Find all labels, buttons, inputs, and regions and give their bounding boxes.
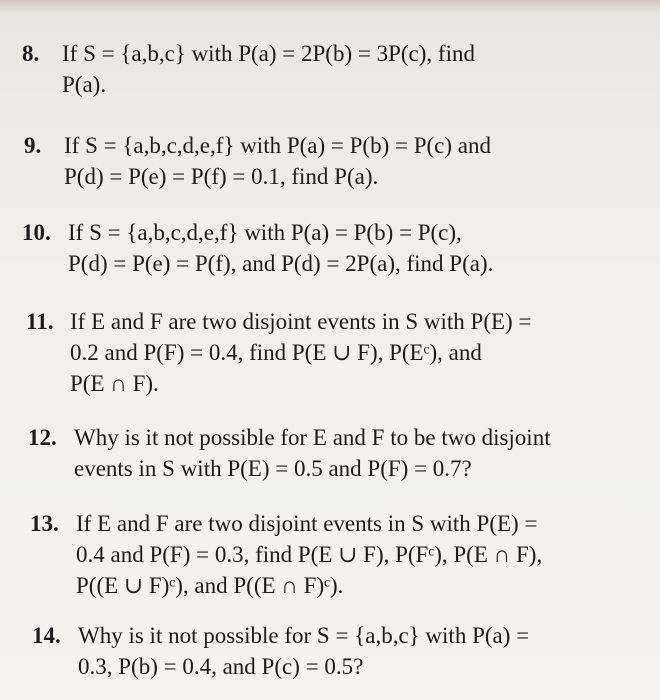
problem-text-line: Why is it not possible for S = {a,b,c} with P(a) = xyxy=(78,623,530,648)
problem-text-line: 0.2 and P(F) = 0.4, find P(E ∪ F), P(Eᶜ), and xyxy=(70,340,482,365)
problem-12 xyxy=(28,422,628,484)
problem-text-line: P((E ∪ F)ᶜ), and P((E ∩ F)ᶜ). xyxy=(76,573,344,598)
problem-text-line: 0.4 and P(F) = 0.3, find P(E ∪ F), P(Fᶜ), P(E ∩ F), xyxy=(76,542,543,567)
problem-text-line: P(a). xyxy=(62,72,107,97)
problem-text-line: P(d) = P(e) = P(f), and P(d) = 2P(a), find P(a). xyxy=(68,251,494,276)
problem-number: 9. xyxy=(24,133,42,158)
problem-text-line: If S = {a,b,c} with P(a) = 2P(b) = 3P(c), find xyxy=(62,41,475,66)
problem-text-line: 0.3, P(b) = 0.4, and P(c) = 0.5? xyxy=(78,654,364,679)
problem-text-line: If E and F are two disjoint events in S with P(E) = xyxy=(70,309,532,334)
problem-number: 12. xyxy=(28,425,57,450)
problem-text-line: If S = {a,b,c,d,e,f} with P(a) = P(b) = P(c) and xyxy=(64,133,491,158)
problem-10 xyxy=(22,217,622,279)
problem-text-line: events in S with P(E) = 0.5 and P(F) = 0.7? xyxy=(74,456,472,481)
problem-number: 13. xyxy=(30,511,59,536)
problem-13 xyxy=(30,508,630,601)
problem-11 xyxy=(26,306,626,399)
page-edge-shadow xyxy=(0,0,660,14)
problem-8 xyxy=(22,38,622,100)
problem-text-line: If E and F are two disjoint events in S with P(E) = xyxy=(76,511,538,536)
problem-number: 10. xyxy=(22,220,51,245)
problem-text-line: P(d) = P(e) = P(f) = 0.1, find P(a). xyxy=(64,164,379,189)
problem-14 xyxy=(32,620,632,682)
problem-number: 11. xyxy=(26,309,54,334)
problem-number: 8. xyxy=(22,41,40,66)
problem-text-line: P(E ∩ F). xyxy=(70,371,159,396)
problem-number: 14. xyxy=(32,623,61,648)
problem-text-line: If S = {a,b,c,d,e,f} with P(a) = P(b) = P(c), xyxy=(68,220,462,245)
problem-9 xyxy=(24,130,624,192)
problem-text-line: Why is it not possible for E and F to be two disjoint xyxy=(74,425,551,450)
